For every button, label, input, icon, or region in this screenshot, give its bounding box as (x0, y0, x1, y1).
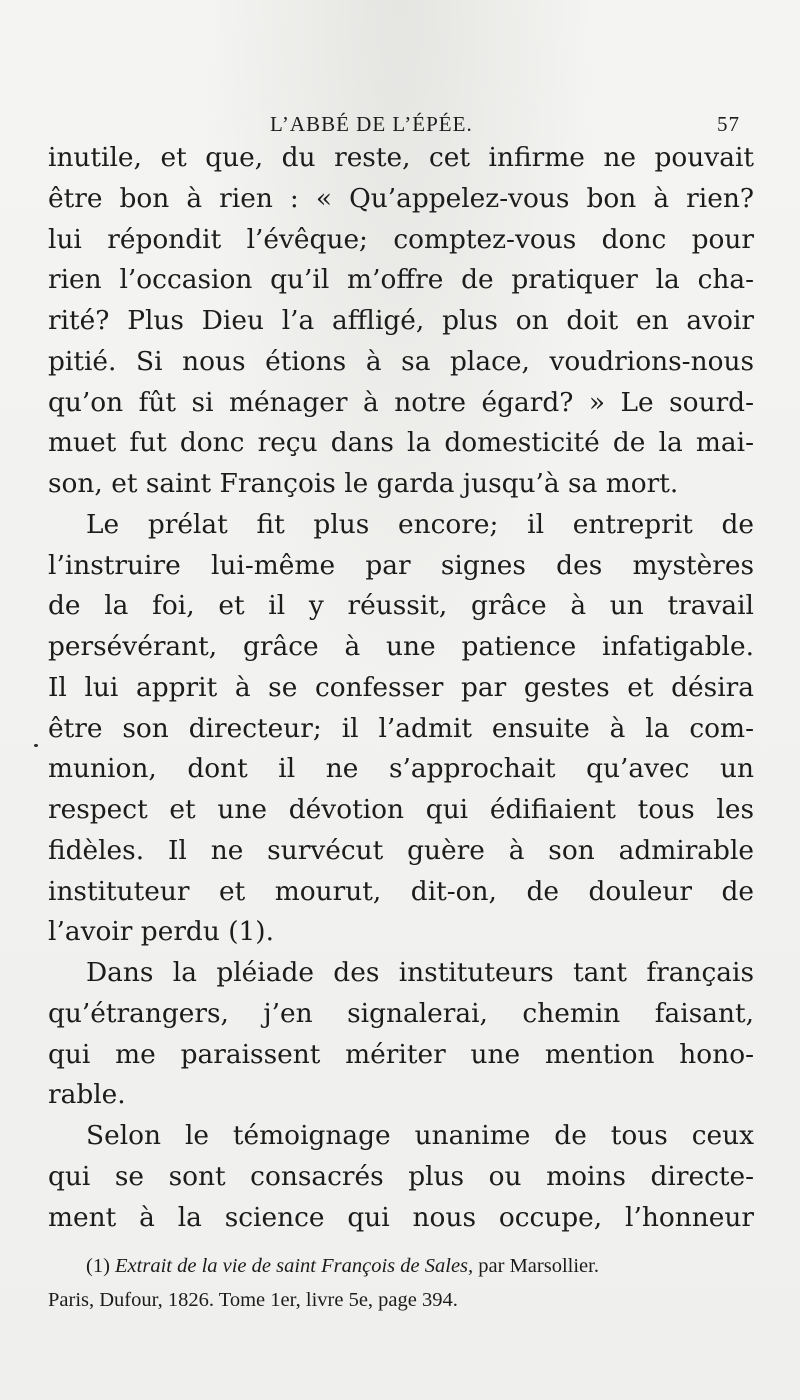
text-line: Le prélat fit plus encore; il entreprit de (86, 508, 754, 540)
footnote-line (48, 1249, 756, 1283)
text-line: rable. (48, 1079, 126, 1111)
text-line: être bon à rien : « Qu’appelez-vous bon à rien? (48, 182, 754, 214)
footnote-marker: (1) (86, 1255, 110, 1277)
text-line: persévérant, grâce à une patience infatigable. (48, 631, 754, 662)
text-line: Dans la pléiade des instituteurs tant français (86, 957, 754, 988)
text-line: qu’étrangers, j’en signalerai, chemin faisant, (48, 997, 754, 1029)
text-line: lui répondit l’évêque; comptez-vous donc pour (48, 223, 754, 255)
text-line: l’avoir perdu (1). (48, 916, 274, 948)
text-line: muet fut donc reçu dans la domesticité de la mai- (48, 427, 754, 459)
text-line: fidèles. Il ne survécut guère à son admirable (48, 834, 754, 866)
footnote (48, 1249, 756, 1317)
text-line: Selon le témoignage unanime de tous ceux (86, 1120, 754, 1151)
text-line: qui se sont consacrés plus ou moins directe- (48, 1160, 754, 1192)
text-line: qui me paraissent mériter une mention hono- (48, 1038, 754, 1070)
text-line: son, et saint François le garda jusqu’à sa mort. (48, 468, 679, 499)
text-line: munion, dont il ne s’approchait qu’avec un (48, 753, 754, 785)
text-line: respect et une dévotion qui édifiaient tous les (48, 794, 754, 825)
body-text (48, 138, 754, 1238)
text-line: rité? Plus Dieu l’a affligé, plus on doit en avoir (48, 305, 754, 336)
footnote-book-title: Extrait de la vie de saint François de Sales, (115, 1255, 474, 1277)
text-line: de la foi, et il y réussit, grâce à un travail (48, 590, 754, 622)
running-title: L’ABBÉ DE L’ÉPÉE. (270, 112, 473, 136)
footnote-line: Paris, Dufour, 1826. Tome 1er, livre 5e, page 394. (48, 1289, 458, 1311)
text-line: qu’on fût si ménager à notre égard? » Le sourd- (48, 386, 754, 418)
ink-speck (34, 744, 38, 747)
text-line: ment à la science qui nous occupe, l’honneur (48, 1201, 754, 1233)
page-number: 57 (717, 112, 740, 136)
text-line: inutile, et que, du reste, cet infirme ne pouvait (48, 142, 754, 173)
text-line: rien l’occasion qu’il m’offre de pratiquer la cha- (48, 264, 754, 296)
footnote-author: par Marsollier. (478, 1255, 599, 1277)
text-line: l’instruire lui-même par signes des mystères (48, 549, 754, 581)
text-line: être son directeur; il l’admit ensuite à la com- (48, 712, 754, 744)
text-line: Il lui apprit à se confesser par gestes et désira (48, 671, 754, 703)
text-line: pitié. Si nous étions à sa place, voudrions-nous (48, 345, 754, 377)
text-line: instituteur et mourut, dit-on, de douleur de (48, 875, 754, 907)
